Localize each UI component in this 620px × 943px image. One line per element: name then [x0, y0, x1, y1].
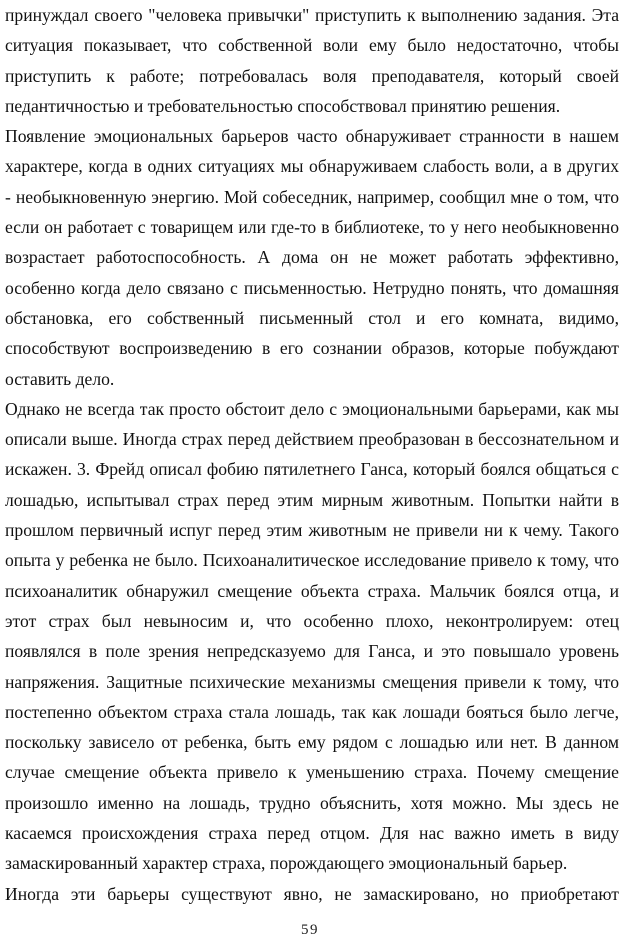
- text-line: обстановка, его собственный письменный стол и его комната, видимо,: [5, 307, 619, 328]
- text-line: лошадью, испытывал страх перед этим мирным животным. Попытки найти в: [5, 489, 619, 510]
- text-line: - необыкновенную энергию. Мой собеседник, например, сообщил мне о том, что: [5, 186, 619, 207]
- paragraph-2: [5, 121, 619, 394]
- page-number: 59: [301, 922, 319, 938]
- text-line: случае смещение объекта привело к уменьшению страха. Почему смещение: [5, 762, 619, 783]
- text-line: оставить дело.: [5, 368, 115, 389]
- text-line: способствуют воспроизведению в его сознании образов, которые побуждают: [5, 338, 619, 359]
- text-line: психоаналитик обнаружил смещение объекта страха. Мальчик боялся отца, и: [5, 580, 619, 601]
- text-line: описали выше. Иногда страх перед действием преобразован в бессознательном и: [5, 429, 619, 450]
- text-line: если он работает с товарищем или где-то в библиотеке, то у него необыкновенно: [5, 217, 619, 238]
- text-line: особенно когда дело связано с письменностью. Нетрудно понять, что домашняя: [5, 277, 619, 298]
- text-line: ситуация показывает, что собственной воли ему было недостаточно, чтобы: [5, 35, 619, 56]
- text-line: опыта у ребенка не было. Психоаналитическое исследование привело к тому, что: [5, 550, 619, 571]
- text-line: Однако не всегда так просто обстоит дело с эмоциональными барьерами, как мы: [5, 398, 619, 419]
- paragraph-4: [5, 879, 619, 909]
- text-line: принуждал своего "человека привычки" приступить к выполнению задания. Эта: [5, 5, 619, 25]
- text-line: прошлом первичный испуг перед этим животным не привели ни к чему. Такого: [5, 520, 619, 541]
- text-line: поскольку зависело от ребенка, быть ему рядом с лошадью или нет. В данном: [5, 732, 619, 753]
- text-line: постепенно объектом страха стала лошадь, так как лошади бояться было легче,: [5, 701, 619, 722]
- text-line: замаскированный характер страха, порождающего эмоциональный барьер.: [5, 853, 568, 874]
- text-line: приступить к работе; потребовалась воля преподавателя, который своей: [5, 65, 619, 86]
- text-line: касаемся происхождения страха перед отцом. Для нас важно иметь в виду: [5, 823, 619, 844]
- paragraph-3: [5, 394, 619, 879]
- text-line: напряжения. Защитные психические механизмы смещения привели к тому, что: [5, 671, 619, 692]
- text-line: произошло именно на лошадь, трудно объяснить, хотя можно. Мы здесь не: [5, 792, 619, 813]
- text-line: возрастает работоспособность. А дома он не может работать эффективно,: [5, 247, 619, 268]
- paragraph-1: [5, 0, 619, 121]
- text-line: характере, когда в одних ситуациях мы обнаруживаем слабость воли, а в других: [5, 156, 619, 177]
- text-line: Иногда эти барьеры существуют явно, не замаскировано, но приобретают: [5, 883, 619, 904]
- text-line: этот страх был невыносим и, что особенно плохо, неконтролируем: отец: [5, 610, 619, 631]
- text-line: Появление эмоциональных барьеров часто обнаруживает странности в нашем: [5, 126, 619, 147]
- text-line: появлялся в поле зрения непредсказуемо для Ганса, и это повышало уровень: [5, 641, 619, 662]
- text-body: [5, 0, 619, 909]
- text-line: искажен. 3. Фрейд описал фобию пятилетнего Ганса, который боялся общаться с: [5, 459, 619, 480]
- text-line: педантичностью и требовательностью способствовал принятию решения.: [5, 95, 561, 116]
